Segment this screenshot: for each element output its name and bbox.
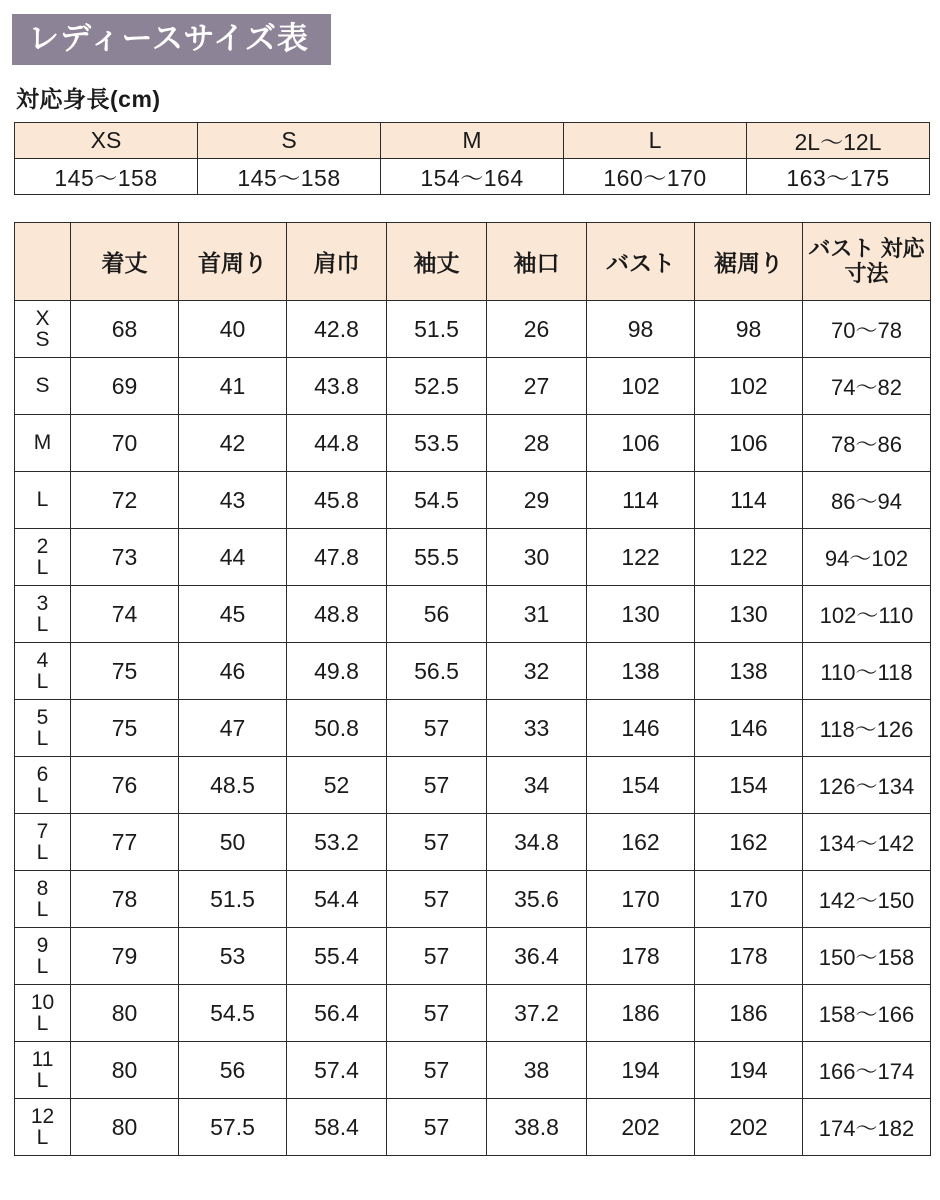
measurement-cell: 98 xyxy=(587,301,695,358)
size-label-cell xyxy=(15,415,71,472)
measurement-cell: 55.5 xyxy=(387,529,487,586)
table-row xyxy=(15,1042,931,1099)
size-label-line: 9 xyxy=(36,933,49,957)
size-label-cell xyxy=(15,358,71,415)
measurement-cell: 36.4 xyxy=(487,928,587,985)
height-value-cell: 160〜170 xyxy=(564,159,747,195)
size-label-line: L xyxy=(36,784,49,807)
measurement-cell: 35.6 xyxy=(487,871,587,928)
measurement-cell: 162 xyxy=(695,814,803,871)
bust-range-cell: 150〜158 xyxy=(803,928,931,985)
height-table xyxy=(14,122,930,195)
measurement-cell: 57 xyxy=(387,1042,487,1099)
measurement-cell: 74 xyxy=(71,586,179,643)
measurement-cell: 57.5 xyxy=(179,1099,287,1156)
measurement-cell: 41 xyxy=(179,358,287,415)
measurement-cell: 48.5 xyxy=(179,757,287,814)
table-row xyxy=(15,814,931,871)
measurement-cell: 42 xyxy=(179,415,287,472)
measurement-cell: 51.5 xyxy=(387,301,487,358)
measurement-cell: 154 xyxy=(695,757,803,814)
bust-range-cell: 78〜86 xyxy=(803,415,931,472)
measurement-cell: 37.2 xyxy=(487,985,587,1042)
measurement-cell: 53.5 xyxy=(387,415,487,472)
height-header-cell: L xyxy=(564,123,747,159)
size-label-line: L xyxy=(36,955,49,978)
measurement-cell: 28 xyxy=(487,415,587,472)
measurement-cell: 75 xyxy=(71,643,179,700)
height-header-cell: M xyxy=(381,123,564,159)
height-table-header-row xyxy=(15,123,930,159)
table-row xyxy=(15,643,931,700)
measurement-cell: 56.5 xyxy=(387,643,487,700)
bust-range-cell: 166〜174 xyxy=(803,1042,931,1099)
height-header-cell: S xyxy=(198,123,381,159)
measurement-cell: 202 xyxy=(695,1099,803,1156)
measurement-cell: 38 xyxy=(487,1042,587,1099)
height-value-cell: 154〜164 xyxy=(381,159,564,195)
measurement-cell: 29 xyxy=(487,472,587,529)
measurement-cell: 130 xyxy=(587,586,695,643)
measurement-cell: 56 xyxy=(179,1042,287,1099)
size-label-line: 7 xyxy=(36,819,49,843)
size-label-line: L xyxy=(36,727,49,750)
measurement-cell: 79 xyxy=(71,928,179,985)
size-label-cell xyxy=(15,586,71,643)
measurement-cell: 47 xyxy=(179,700,287,757)
measurement-cell: 57 xyxy=(387,700,487,757)
table-row xyxy=(15,985,931,1042)
measurement-corner-cell xyxy=(15,223,71,301)
measurement-cell: 53.2 xyxy=(287,814,387,871)
measurement-cell: 47.8 xyxy=(287,529,387,586)
measurement-cell: 52 xyxy=(287,757,387,814)
size-label-cell xyxy=(15,757,71,814)
measurement-cell: 102 xyxy=(587,358,695,415)
height-table-value-row xyxy=(15,159,930,195)
measurement-cell: 30 xyxy=(487,529,587,586)
measurement-cell: 57 xyxy=(387,871,487,928)
measurement-cell: 40 xyxy=(179,301,287,358)
measurement-cell: 122 xyxy=(587,529,695,586)
measurement-cell: 186 xyxy=(695,985,803,1042)
measurement-cell: 72 xyxy=(71,472,179,529)
measurement-cell: 57 xyxy=(387,928,487,985)
bust-range-cell: 158〜166 xyxy=(803,985,931,1042)
measurement-cell: 57 xyxy=(387,985,487,1042)
size-label-line: 4 xyxy=(36,648,49,672)
bust-range-cell: 142〜150 xyxy=(803,871,931,928)
measurement-cell: 178 xyxy=(695,928,803,985)
measurement-cell: 114 xyxy=(695,472,803,529)
height-header-cell: 2L〜12L xyxy=(747,123,930,159)
measurement-cell: 50.8 xyxy=(287,700,387,757)
table-row xyxy=(15,301,931,358)
measurement-cell: 33 xyxy=(487,700,587,757)
size-label-line: X xyxy=(35,306,50,330)
measurement-cell: 57 xyxy=(387,814,487,871)
measurement-cell: 98 xyxy=(695,301,803,358)
height-value-cell: 145〜158 xyxy=(15,159,198,195)
measurement-cell: 80 xyxy=(71,1042,179,1099)
measurement-cell: 54.4 xyxy=(287,871,387,928)
size-label-line: S xyxy=(35,328,50,351)
measurement-cell: 80 xyxy=(71,985,179,1042)
measurement-cell: 51.5 xyxy=(179,871,287,928)
height-header-cell: XS xyxy=(15,123,198,159)
table-row xyxy=(15,586,931,643)
measurement-cell: 76 xyxy=(71,757,179,814)
size-label-cell xyxy=(15,928,71,985)
size-label-line: 3 xyxy=(36,591,49,615)
measurement-header-cell: 首周り xyxy=(179,223,287,301)
size-label-cell xyxy=(15,985,71,1042)
measurement-cell: 202 xyxy=(587,1099,695,1156)
measurement-cell: 31 xyxy=(487,586,587,643)
measurement-cell: 154 xyxy=(587,757,695,814)
measurement-cell: 138 xyxy=(695,643,803,700)
measurement-cell: 56.4 xyxy=(287,985,387,1042)
size-label-line: S xyxy=(35,374,50,398)
bust-range-cell: 70〜78 xyxy=(803,301,931,358)
measurement-cell: 102 xyxy=(695,358,803,415)
measurement-cell: 42.8 xyxy=(287,301,387,358)
page-title: レディースサイズ表 xyxy=(12,14,331,65)
measurement-cell: 170 xyxy=(695,871,803,928)
measurement-cell: 138 xyxy=(587,643,695,700)
measurement-cell: 162 xyxy=(587,814,695,871)
size-label-cell xyxy=(15,871,71,928)
measurement-cell: 46 xyxy=(179,643,287,700)
measurement-cell: 32 xyxy=(487,643,587,700)
height-section-label: 対応身長(cm) xyxy=(16,86,161,112)
measurement-cell: 77 xyxy=(71,814,179,871)
height-value-cell: 145〜158 xyxy=(198,159,381,195)
size-label-line: L xyxy=(36,1126,49,1149)
bust-range-cell: 126〜134 xyxy=(803,757,931,814)
measurement-cell: 54.5 xyxy=(179,985,287,1042)
measurement-header-cell: 着丈 xyxy=(71,223,179,301)
measurement-cell: 48.8 xyxy=(287,586,387,643)
table-row xyxy=(15,700,931,757)
measurement-cell: 194 xyxy=(695,1042,803,1099)
bust-range-cell: 134〜142 xyxy=(803,814,931,871)
measurement-cell: 57 xyxy=(387,757,487,814)
measurement-cell: 27 xyxy=(487,358,587,415)
measurement-cell: 194 xyxy=(587,1042,695,1099)
size-label-line: 11 xyxy=(31,1047,54,1071)
measurement-cell: 114 xyxy=(587,472,695,529)
measurement-cell: 49.8 xyxy=(287,643,387,700)
measurement-header-cell: 袖口 xyxy=(487,223,587,301)
measurement-cell: 170 xyxy=(587,871,695,928)
size-label-line: L xyxy=(36,670,49,693)
size-label-line: L xyxy=(36,488,49,512)
measurement-cell: 106 xyxy=(587,415,695,472)
measurement-cell: 56 xyxy=(387,586,487,643)
size-label-cell xyxy=(15,301,71,358)
height-value-cell: 163〜175 xyxy=(747,159,930,195)
measurement-cell: 130 xyxy=(695,586,803,643)
measurement-cell: 146 xyxy=(695,700,803,757)
bust-range-cell: 86〜94 xyxy=(803,472,931,529)
size-label-line: L xyxy=(36,898,49,921)
bust-range-cell: 110〜118 xyxy=(803,643,931,700)
measurement-header-row xyxy=(15,223,931,301)
table-row xyxy=(15,757,931,814)
measurement-cell: 53 xyxy=(179,928,287,985)
measurement-cell: 38.8 xyxy=(487,1099,587,1156)
size-label-cell xyxy=(15,700,71,757)
measurement-section xyxy=(14,222,928,1156)
measurement-cell: 57 xyxy=(387,1099,487,1156)
size-label-line: L xyxy=(36,613,49,636)
measurement-cell: 45.8 xyxy=(287,472,387,529)
size-label-cell xyxy=(15,1099,71,1156)
measurement-cell: 43 xyxy=(179,472,287,529)
measurement-cell: 34.8 xyxy=(487,814,587,871)
measurement-header-cell: 肩巾 xyxy=(287,223,387,301)
measurement-header-cell: バスト xyxy=(587,223,695,301)
table-row xyxy=(15,529,931,586)
bust-range-line1: バスト xyxy=(808,235,875,261)
bust-range-cell: 102〜110 xyxy=(803,586,931,643)
bust-range-cell: 118〜126 xyxy=(803,700,931,757)
size-label-line: 5 xyxy=(36,705,49,729)
bust-range-line2: 対応寸法 xyxy=(844,235,925,286)
table-row xyxy=(15,415,931,472)
measurement-cell: 50 xyxy=(179,814,287,871)
size-label-line: L xyxy=(36,1012,49,1035)
measurement-cell: 44 xyxy=(179,529,287,586)
size-label-line: 10 xyxy=(30,990,55,1014)
size-label-line: L xyxy=(36,556,49,579)
table-row xyxy=(15,1099,931,1156)
size-label-line: 6 xyxy=(36,762,49,786)
measurement-cell: 44.8 xyxy=(287,415,387,472)
bust-range-cell: 174〜182 xyxy=(803,1099,931,1156)
size-label-line: 8 xyxy=(36,876,49,900)
measurement-cell: 43.8 xyxy=(287,358,387,415)
measurement-header-cell-bust-range xyxy=(803,223,931,301)
bust-range-cell: 74〜82 xyxy=(803,358,931,415)
size-label-line: 12 xyxy=(30,1104,55,1128)
measurement-cell: 34 xyxy=(487,757,587,814)
measurement-cell: 122 xyxy=(695,529,803,586)
size-label-line: M xyxy=(33,431,52,455)
measurement-cell: 78 xyxy=(71,871,179,928)
measurement-cell: 146 xyxy=(587,700,695,757)
measurement-header-cell: 裾周り xyxy=(695,223,803,301)
measurement-cell: 70 xyxy=(71,415,179,472)
size-label-cell xyxy=(15,814,71,871)
measurement-cell: 58.4 xyxy=(287,1099,387,1156)
measurement-cell: 80 xyxy=(71,1099,179,1156)
measurement-cell: 45 xyxy=(179,586,287,643)
measurement-cell: 52.5 xyxy=(387,358,487,415)
measurement-cell: 73 xyxy=(71,529,179,586)
bust-range-cell: 94〜102 xyxy=(803,529,931,586)
table-row xyxy=(15,472,931,529)
measurement-cell: 69 xyxy=(71,358,179,415)
measurement-cell: 68 xyxy=(71,301,179,358)
size-label-line: L xyxy=(36,1069,49,1092)
measurement-table xyxy=(14,222,931,1156)
size-label-cell xyxy=(15,1042,71,1099)
table-row xyxy=(15,871,931,928)
table-row xyxy=(15,358,931,415)
size-label-cell xyxy=(15,472,71,529)
size-label-cell xyxy=(15,643,71,700)
measurement-cell: 57.4 xyxy=(287,1042,387,1099)
size-label-line: 2 xyxy=(36,534,49,558)
measurement-cell: 106 xyxy=(695,415,803,472)
size-label-line: L xyxy=(36,841,49,864)
measurement-cell: 75 xyxy=(71,700,179,757)
measurement-cell: 26 xyxy=(487,301,587,358)
measurement-cell: 186 xyxy=(587,985,695,1042)
measurement-header-cell: 袖丈 xyxy=(387,223,487,301)
measurement-cell: 54.5 xyxy=(387,472,487,529)
table-row xyxy=(15,928,931,985)
measurement-cell: 178 xyxy=(587,928,695,985)
size-label-cell xyxy=(15,529,71,586)
measurement-cell: 55.4 xyxy=(287,928,387,985)
